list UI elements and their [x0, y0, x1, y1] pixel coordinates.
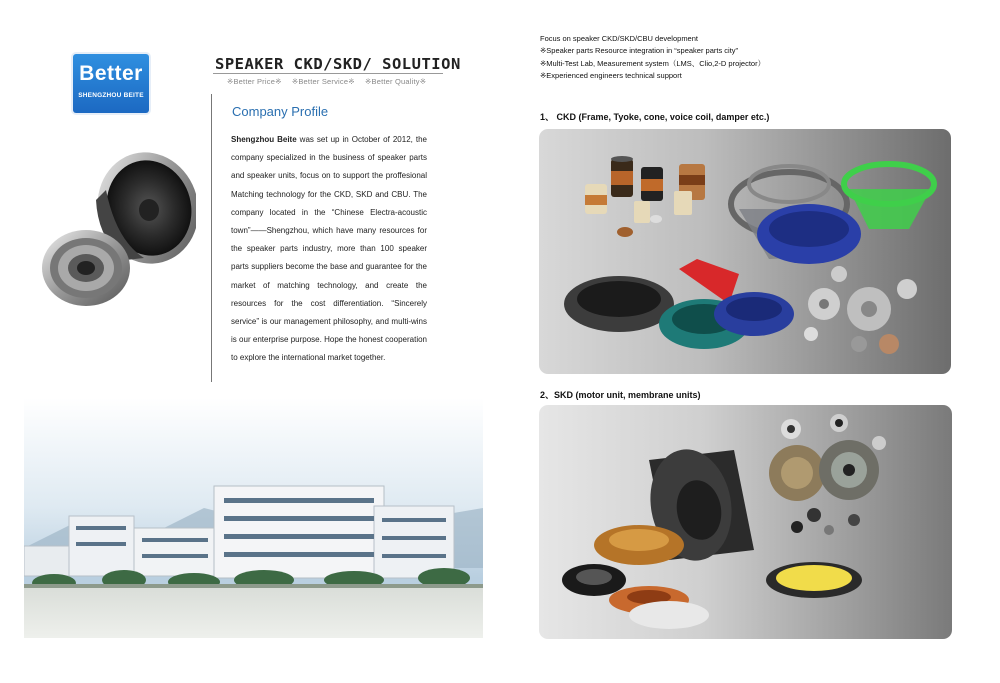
factory-photo [24, 398, 483, 638]
skd-parts-image [539, 405, 952, 639]
tagline-quality: ※Better Quality※ [365, 77, 427, 86]
logo-wordmark: Better [79, 62, 143, 85]
page-title: SPEAKER CKD/SKD/ SOLUTION [215, 55, 461, 73]
logo-subtitle: SHENGZHOU BEITE [78, 92, 144, 99]
profile-body: was set up in October of 2012, the company specialized in the business of speaker parts and speaker units, focus on to support the proffesional Matching technology for the CKD, SKD and CBU. The company located in the “Chinese Electra-acoustic town”——Shengzhou, which have many resources for the speaker parts industry, more than 100 speaker parts suppliers become the base and guarantee for the market of matching technology, and create the resources for the cost differentiation. “Sincerely service” is our management philosophy, and multi-wins is our enterprise purpose. Hope the honest cooperation to explore the international market together. [231, 135, 427, 363]
company-profile-text [231, 131, 427, 368]
speaker-units-image [36, 150, 196, 310]
ckd-parts-illustration [539, 129, 951, 374]
focus-line: ※Experienced engineers technical support [540, 70, 682, 80]
skd-section-title: 2、SKD (motor unit, membrane units) [540, 390, 701, 400]
company-profile-heading: Company Profile [232, 104, 329, 119]
focus-line: ※Speaker parts Resource integration in “speaker parts city” [540, 46, 739, 56]
tagline-service: ※Better Service※ [291, 77, 355, 86]
focus-line: Focus on speaker CKD/SKD/CBU development [540, 34, 698, 43]
skd-parts-illustration [539, 405, 952, 639]
company-name: Shengzhou Beite [231, 135, 297, 144]
tagline-price: ※Better Price※ [227, 77, 282, 86]
title-underline [213, 73, 443, 74]
column-divider [211, 94, 212, 382]
company-logo [73, 54, 149, 113]
ckd-parts-image [539, 129, 951, 374]
focus-list [540, 33, 765, 82]
taglines [227, 77, 434, 86]
ckd-section-title: 1、 CKD (Frame, Tyoke, cone, voice coil, damper etc.) [540, 112, 770, 122]
focus-line: ※Multi-Test Lab, Measurement system（LMS、Clio,2-D projector） [540, 58, 766, 68]
